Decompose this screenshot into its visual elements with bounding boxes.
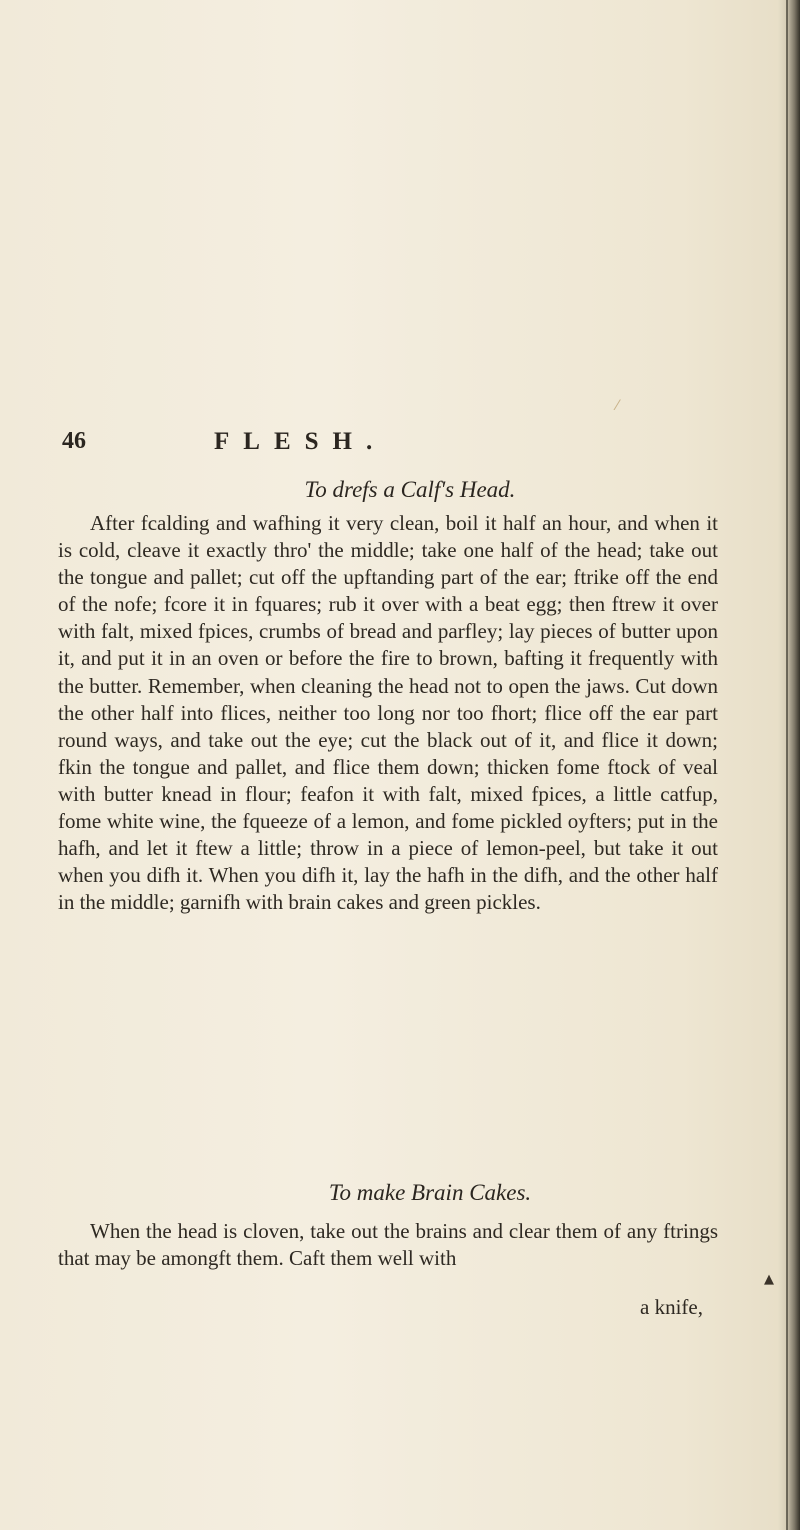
page-edge-rule bbox=[786, 0, 788, 1530]
recipe-text-brain-cakes: When the head is cloven, take out the brains and clear them of any ftrings that may be amongft them. Caft them well with bbox=[58, 1219, 718, 1271]
gutter-shadow bbox=[778, 0, 800, 1530]
running-head: FLESH. bbox=[214, 428, 387, 455]
recipe-title-calfs-head: To drefs a Calf's Head. bbox=[304, 477, 516, 502]
recipe-title-brain-cakes: To make Brain Cakes. bbox=[328, 1180, 532, 1205]
recipe-text-calfs-head: After fcalding and wafhing it very clean, boil it half an hour, and when it is cold, cleave it exactly thro' the middle; take one half of the head; take out the tongue and pallet; cut off the upftanding part of the ear; ftrike off the end of the nofe; fcore it in fquares; rub it over with a beat egg; then ftrew it over with falt, mixed fpices, crumbs of bread and parfley; lay pieces of butter upon it, and put it in an oven or before the fire to brown, bafting it frequently with the butter. Remember, when cleaning the head not to open the jaws. Cut down the other half into flices, neither too long nor too fhort; flice off the ear part round ways, and take out the eye; cut the black out of it, and flice it down; fkin the tongue and pallet, and flice them down; thicken fome ftock of veal with butter knead in flour; feafon it with falt, mixed fpices, a little catfup, fome white wine, the fqueeze of a lemon, and fome pickled oyfters; put in the hafh, and let it ftew a little; throw in a piece of lemon-peel, but take it out when you difh it. When you difh it, lay the hafh in the difh, and the other half in the middle; garnifh with brain cakes and green pickles. bbox=[58, 511, 718, 915]
page-header bbox=[62, 428, 702, 468]
margin-arrow-mark: ▲ bbox=[764, 1272, 774, 1287]
page-number: 46 bbox=[62, 428, 86, 454]
catchword: a knife, bbox=[640, 1295, 703, 1319]
paper-speck-mark: ⁄ bbox=[616, 398, 619, 414]
